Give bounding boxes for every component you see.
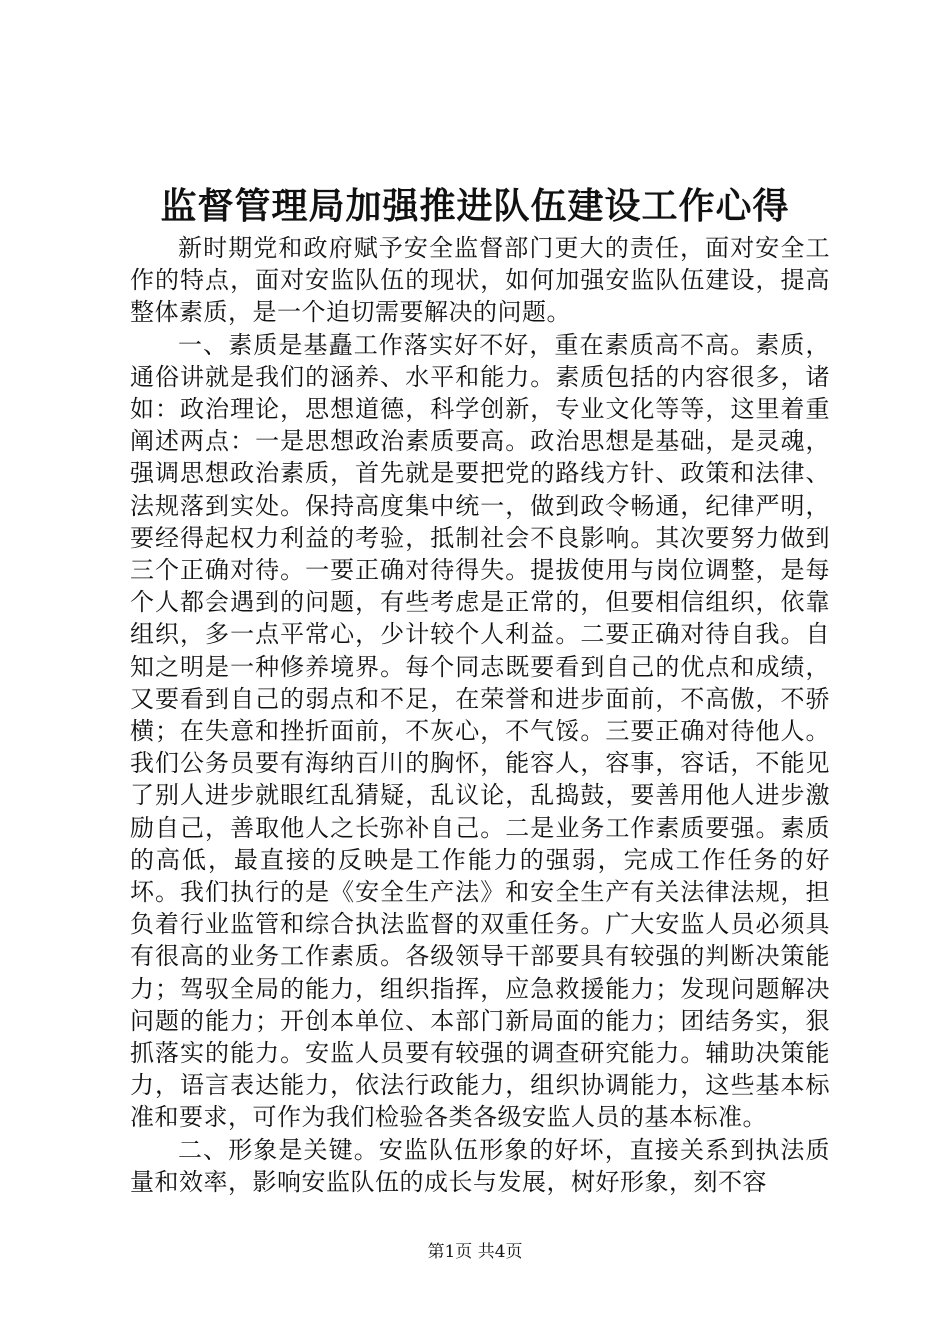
- paragraph-image: 二、形象是关键。安监队伍形象的好坏，直接关系到执法质量和效率，影响安监队伍的成长与发展，树好形象，刻不容: [130, 1135, 830, 1196]
- paragraph-quality: 一、素质是基矗工作落实好不好，重在素质高不高。素质，通俗讲就是我们的涵养、水平和能力。素质包括的内容很多，诸如：政治理论，思想道德，科学创新，专业文化等等，这里着重阐述两点：一是思想政治素质要高。政治思想是基础，是灵魂，强调思想政治素质，首先就是要把党的路线方针、政策和法律、法规落到实处。保持高度集中统一，做到政令畅通，纪律严明，要经得起权力利益的考验，抵制社会不良影响。其次要努力做到三个正确对待。一要正确对待得失。提拔使用与岗位调整，是每个人都会遇到的问题，有些考虑是正常的，但要相信组织，依靠组织，多一点平常心，少计较个人利益。二要正确对待自我。自知之明是一种修养境界。每个同志既要看到自己的优点和成绩，又要看到自己的弱点和不足，在荣誉和进步面前，不高傲，不骄横；在失意和挫折面前，不灰心，不气馁。三要正确对待他人。我们公务员要有海纳百川的胸怀，能容人，容事，容话，不能见了别人进步就眼红乱猜疑，乱议论，乱捣鼓，要善用他人进步激励自己，善取他人之长弥补自己。二是业务工作素质要强。素质的高低，最直接的反映是工作能力的强弱，完成工作任务的好坏。我们执行的是《安全生产法》和安全生产有关法律法规，担负着行业监管和综合执法监督的双重任务。广大安监人员必须具有很高的业务工作素质。各级领导干部要具有较强的判断决策能力；驾驭全局的能力，组织指挥，应急救援能力；发现问题解决问题的能力；开创本单位、本部门新局面的能力；团结务实，狠抓落实的能力。安监人员要有较强的调查研究能力。辅助决策能力，语言表达能力，依法行政能力，组织协调能力，这些基本标准和要求，可作为我们检验各类各级安监人员的基本标准。: [130, 330, 830, 1132]
- document-body: [130, 232, 830, 1198]
- paragraph-intro: 新时期党和政府赋予安全监督部门更大的责任，面对安全工作的特点，面对安监队伍的现状，如何加强安监队伍建设，提高整体素质，是一个迫切需要解决的问题。: [130, 234, 830, 327]
- document-title: 监督管理局加强推进队伍建设工作心得: [160, 185, 790, 227]
- page-footer: 第1页 共4页: [427, 1242, 523, 1262]
